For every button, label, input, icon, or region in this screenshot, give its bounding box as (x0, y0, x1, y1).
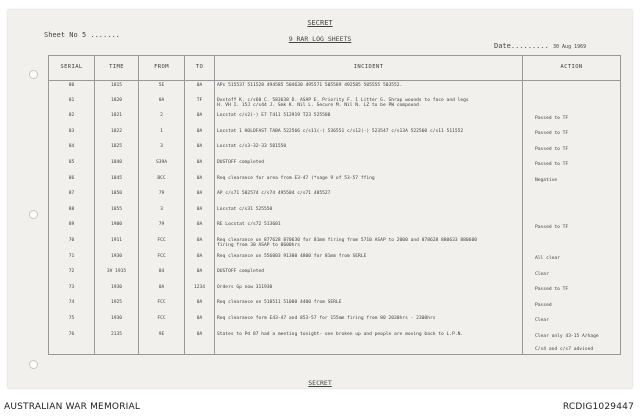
cell-from: 2 (139, 112, 185, 128)
sheet-date (494, 42, 586, 50)
cell-incident (215, 330, 523, 346)
cell-from: 3 (139, 205, 185, 221)
cell-incident (215, 314, 523, 330)
table-row (49, 127, 621, 143)
cell-time: 1930 (95, 283, 139, 299)
cell-from: 79 (139, 221, 185, 237)
incident-line: Req clearance on 556003 91300 4800 for 81mm from SERLE (217, 253, 367, 259)
incident-line: Locstat c/s2(-) E7 T411 512919 T23 525588 (217, 113, 331, 119)
cell-action: Clear only 43-15 A/hage (523, 330, 621, 346)
table-row (49, 299, 621, 315)
cell-serial: 73 (49, 283, 95, 299)
incident-line-2: H. VH I. 15J c/s44 J. Smk K. Nil L. Secure M. Nil N. LZ to be PW compound (217, 102, 419, 108)
date-label: Date (494, 42, 511, 50)
cell-to: 0A (185, 143, 215, 159)
sheet-number-label: Sheet No (44, 31, 78, 39)
cell-time: 1900 (95, 221, 139, 237)
date-dots: ......... (510, 42, 549, 50)
cell-action: Passed to TF (523, 127, 621, 143)
cell-from: 79 (139, 190, 185, 206)
table-row (49, 174, 621, 190)
cell-from: 3 (139, 143, 185, 159)
cell-action: C/s4 and c/s7 advised (523, 346, 621, 355)
cell-serial: 86 (49, 174, 95, 190)
col-serial: SERIAL (49, 56, 95, 81)
incident-line: Locstat 1 HOLDFAST TABA 522566 c/s11(-) 536551 c/s12(-) 523547 c/s13A 522560 c/s11 511552 (217, 128, 464, 134)
incident-line: Req clearance on 877628 870630 for 81mm firing from 5710 ASAP to 2000 and 878628 880633 880600 (217, 237, 477, 243)
cell-time: 1845 (95, 174, 139, 190)
cell-from: FCC (139, 314, 185, 330)
table-row (49, 268, 621, 284)
cell-time: 1822 (95, 127, 139, 143)
cell-from (139, 346, 185, 355)
table-row (49, 112, 621, 128)
table-row (49, 346, 621, 355)
log-table (48, 55, 621, 355)
table-row (49, 252, 621, 268)
punch-hole (29, 210, 38, 219)
cell-to: 0A (185, 158, 215, 174)
cell-action (523, 96, 621, 112)
cell-from: FCC (139, 299, 185, 315)
table-row (49, 190, 621, 206)
incident-line-2: firing from 30 ASAP to 0600hrs (217, 243, 300, 249)
cell-serial: 72 (49, 268, 95, 284)
cell-incident (215, 81, 523, 97)
cell-action: Negative (523, 174, 621, 190)
cell-time: 1930 (95, 252, 139, 268)
cell-time: 1820 (95, 96, 139, 112)
cell-time: 1930 (95, 314, 139, 330)
incident-line: DUSTOFF completed (217, 159, 265, 165)
incident-line: Orders Gp now 311930 (217, 284, 273, 290)
cell-serial: 80 (49, 81, 95, 97)
cell-action: Passed to TF (523, 221, 621, 237)
cell-time: 1925 (95, 299, 139, 315)
cell-to: 0A (185, 330, 215, 346)
cell-to: 0A (185, 81, 215, 97)
cell-time: 1850 (95, 190, 139, 206)
cell-incident (215, 112, 523, 128)
cell-to: 0A (185, 252, 215, 268)
cell-to: TF (185, 96, 215, 112)
cell-incident (215, 96, 523, 112)
cell-from: 0A (139, 96, 185, 112)
cell-from: BCC (139, 174, 185, 190)
cell-serial: 83 (49, 127, 95, 143)
cell-to: 0A (185, 221, 215, 237)
cell-incident (215, 236, 523, 252)
table-row (49, 283, 621, 299)
cell-action (523, 205, 621, 221)
incident-line: DUSTOFF completed (217, 269, 265, 275)
cell-incident (215, 299, 523, 315)
cell-time: 3V 1915 (95, 268, 139, 284)
classification-bottom: SECRET (308, 379, 332, 387)
incident-line: States to Pd 87 had a meeting tonight- one broken up and people are moving back to L.P.N. (217, 331, 464, 337)
archive-caption: AUSTRALIAN WAR MEMORIAL (4, 402, 141, 412)
cell-incident (215, 174, 523, 190)
cell-incident (215, 252, 523, 268)
cell-incident (215, 205, 523, 221)
cell-to: 0A (185, 205, 215, 221)
cell-action: Passed to TF (523, 112, 621, 128)
incident-line: Req clearance form E43-47 and 853-57 for 155mm firing from 80 2030hrs - 2300hrs (217, 315, 436, 321)
table-row (49, 96, 621, 112)
cell-action (523, 236, 621, 252)
cell-incident (215, 158, 523, 174)
cell-from: FCC (139, 236, 185, 252)
cell-action: All clear (523, 252, 621, 268)
cell-serial: 87 (49, 190, 95, 206)
table-row (49, 330, 621, 346)
archive-reference: RCDIG1029447 (562, 402, 634, 412)
punch-hole (29, 360, 38, 369)
cell-to (185, 346, 215, 355)
incident-line: Dustoff K. c/s60 C. 583638 D. ASAP E. Priority F. 1 Litter G. Shrap wounds to face and legs (217, 97, 469, 103)
cell-to: 0A (185, 314, 215, 330)
cell-incident (215, 190, 523, 206)
cell-time: 1855 (95, 205, 139, 221)
cell-time: 1825 (95, 143, 139, 159)
cell-to: 0A (185, 112, 215, 128)
cell-incident (215, 268, 523, 284)
cell-to: 0A (185, 268, 215, 284)
cell-serial: 81 (49, 96, 95, 112)
sheet-number-value: 5 (81, 31, 87, 39)
cell-from: 9E (139, 330, 185, 346)
col-time: TIME (95, 56, 139, 81)
date-value: 30 Aug 1969 (553, 44, 587, 50)
col-action: ACTION (523, 56, 621, 81)
sheet-number-dots: ....... (90, 31, 120, 39)
cell-time: 2135 (95, 330, 139, 346)
cell-serial: 88 (49, 205, 95, 221)
cell-action: Clear (523, 268, 621, 284)
incident-line: APs 515537 511528 494585 504630 495571 505589 492585 505555 503552. (217, 82, 403, 88)
sheet-title: 9 RAR LOG SHEETS (288, 35, 352, 43)
cell-action: Clear (523, 314, 621, 330)
punch-hole (29, 70, 38, 79)
cell-serial: 76 (49, 330, 95, 346)
cell-from: FCC (139, 252, 185, 268)
cell-time: 1821 (95, 112, 139, 128)
table-row (49, 221, 621, 237)
cell-incident (215, 127, 523, 143)
cell-incident (215, 143, 523, 159)
classification-top: SECRET (307, 19, 333, 27)
incident-line: Locstat c/s3-32-33 501550 (217, 144, 287, 150)
cell-to: 0A (185, 190, 215, 206)
col-incident: INCIDENT (215, 56, 523, 81)
cell-serial: 84 (49, 143, 95, 159)
cell-incident (215, 346, 523, 355)
table-row (49, 205, 621, 221)
table-row (49, 143, 621, 159)
incident-line: Req clearance on 518511 51000 4400 from SERLE (217, 300, 342, 306)
cell-to: 0A (185, 299, 215, 315)
cell-action: Passed to TF (523, 283, 621, 299)
table-row (49, 158, 621, 174)
cell-to: 0A (185, 236, 215, 252)
log-sheet (8, 10, 632, 388)
cell-serial (49, 346, 95, 355)
incident-line: AP c/s71 502574 c/s74 495504 c/s71 485527 (217, 191, 331, 197)
cell-to: 1234 (185, 283, 215, 299)
cell-action: Passed (523, 299, 621, 315)
cell-from: 5E (139, 81, 185, 97)
cell-serial: 71 (49, 252, 95, 268)
cell-action (523, 190, 621, 206)
cell-incident (215, 221, 523, 237)
cell-from: 1 (139, 127, 185, 143)
cell-serial: 85 (49, 158, 95, 174)
table-row (49, 81, 621, 97)
col-from: FROM (139, 56, 185, 81)
cell-to: 0A (185, 127, 215, 143)
incident-line: RE Locstat c/s72 513601 (217, 222, 281, 228)
cell-serial: 89 (49, 221, 95, 237)
cell-serial: 74 (49, 299, 95, 315)
cell-action (523, 81, 621, 97)
cell-from: 84 (139, 268, 185, 284)
table-header-row (49, 56, 621, 81)
incident-line: Req clearance for area from E3-47 (*sage 9 of 53-57 ffing (217, 175, 375, 181)
cell-time: 1815 (95, 81, 139, 97)
cell-serial: 82 (49, 112, 95, 128)
cell-from: 0A (139, 283, 185, 299)
cell-action: Passed to TF (523, 158, 621, 174)
cell-time (95, 346, 139, 355)
incident-line: Locstat c/s31 525550 (217, 206, 273, 212)
sheet-number (44, 31, 120, 39)
table-row (49, 236, 621, 252)
cell-from: S39A (139, 158, 185, 174)
cell-time: 1911 (95, 236, 139, 252)
cell-serial: 75 (49, 314, 95, 330)
cell-serial: 70 (49, 236, 95, 252)
col-to: TO (185, 56, 215, 81)
cell-incident (215, 283, 523, 299)
cell-time: 1840 (95, 158, 139, 174)
cell-to: 0A (185, 174, 215, 190)
cell-action: Passed to TF (523, 143, 621, 159)
table-row (49, 314, 621, 330)
